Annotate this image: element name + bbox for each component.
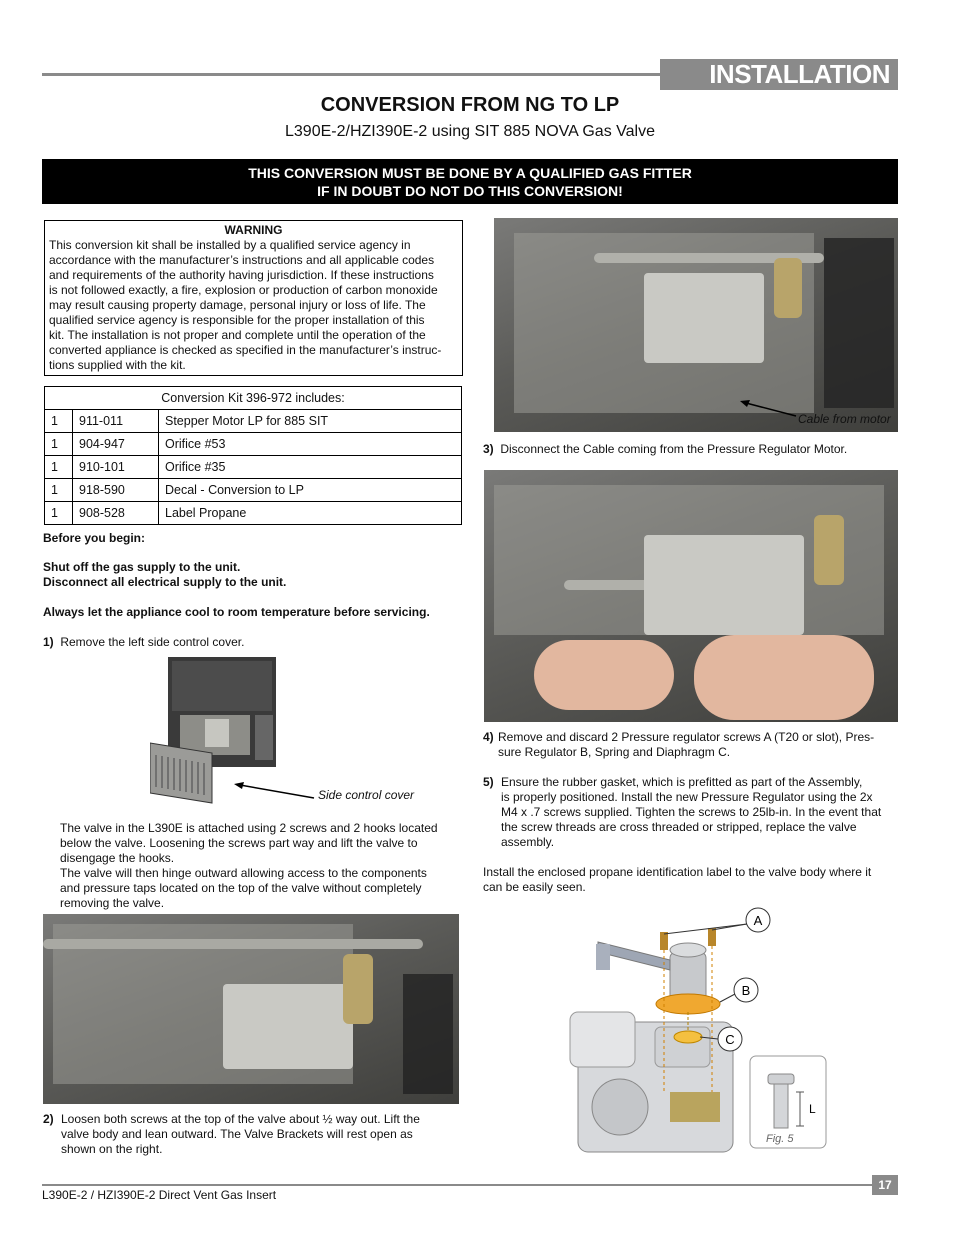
side-cover-callout: Side control cover: [318, 788, 415, 802]
step-text-line: is properly positioned. Install the new Pressure Regulator using the 2x: [501, 790, 873, 804]
step-text: Remove the left side control cover.: [60, 635, 245, 649]
section-tab: INSTALLATION: [660, 59, 898, 90]
step-text-line: Loosen both screws at the top of the valve about ½ way out. Lift the: [61, 1112, 420, 1126]
footer-model: L390E-2 / HZI390E-2 Direct Vent Gas Insert: [42, 1188, 277, 1202]
step-text-line: the screw threads are cross threaded or stripped, replace the valve: [501, 820, 857, 834]
kit-part-number: 908-528: [73, 502, 159, 525]
label-paragraph: [483, 865, 898, 895]
step-text-line: Ensure the rubber gasket, which is prefitted as part of the Assembly,: [501, 775, 863, 789]
warning-heading: WARNING: [224, 223, 283, 237]
warning-line: qualified service agency is responsible for the proper installation of this: [49, 313, 425, 327]
conversion-kit-table: [44, 386, 462, 525]
kit-part-number: 911-011: [73, 410, 159, 433]
paragraph-line: can be easily seen.: [483, 880, 586, 894]
paragraph-line: disengage the hooks.: [60, 851, 175, 865]
before-heading: Before you begin:: [43, 531, 146, 545]
kit-qty: 1: [45, 479, 73, 502]
kit-description: Label Propane: [159, 502, 462, 525]
qualified-fitter-banner: [42, 159, 898, 204]
warning-line: is not followed exactly, a fire, explosion or production of carbon monoxide: [49, 283, 438, 297]
warning-box: [44, 220, 463, 376]
step-4: [483, 730, 898, 760]
step-5: [483, 775, 898, 850]
paragraph-line: The valve in the L390E is attached using 2 screws and 2 hooks located: [60, 821, 438, 835]
warning-line: may result causing property damage, personal injury or loss of life. The: [49, 298, 426, 312]
valve-top-photo: [494, 218, 898, 432]
paragraph-line: and pressure taps located on the top of the valve without completely: [60, 881, 422, 895]
step-text-line: Remove and discard 2 Pressure regulator screws A (T20 or slot), Pres-: [498, 730, 875, 744]
kit-part-number: 910-101: [73, 456, 159, 479]
kit-description: Decal - Conversion to LP: [159, 479, 462, 502]
table-row: [45, 502, 462, 525]
kit-qty: 1: [45, 456, 73, 479]
valve-paragraph: [60, 821, 460, 911]
before-line: Always let the appliance cool to room temperature before servicing.: [43, 605, 430, 619]
step-text-line: sure Regulator B, Spring and Diaphragm C.: [498, 745, 731, 759]
table-row: [45, 456, 462, 479]
paragraph-line: removing the valve.: [60, 896, 165, 910]
step-number: 1): [43, 635, 54, 649]
before-line: Shut off the gas supply to the unit.: [43, 560, 241, 574]
footer-rule: [42, 1184, 872, 1186]
kit-description: Orifice #53: [159, 433, 462, 456]
dimension-l: L: [809, 1102, 816, 1116]
step-text-line: valve body and lean outward. The Valve Brackets will rest open as: [61, 1127, 413, 1141]
warning-line: kit. The installation is not proper and complete until the operation of the: [49, 328, 426, 342]
kit-description: Stepper Motor LP for 885 SIT: [159, 410, 462, 433]
kit-table-heading: Conversion Kit 396-972 includes:: [45, 387, 462, 410]
step-number: 4): [483, 730, 494, 744]
kit-part-number: 918-590: [73, 479, 159, 502]
kit-part-number: 904-947: [73, 433, 159, 456]
step-number: 2): [43, 1112, 54, 1126]
banner-line-2: IF IN DOUBT DO NOT DO THIS CONVERSION!: [317, 183, 623, 199]
step-3: [483, 442, 847, 457]
warning-line: and requirements of the authority having jurisdiction. If these instructions: [49, 268, 434, 282]
kit-qty: 1: [45, 410, 73, 433]
banner-line-1: THIS CONVERSION MUST BE DONE BY A QUALIFIED GAS FITTER: [248, 165, 692, 181]
step-2: [43, 1112, 463, 1157]
table-row: [45, 479, 462, 502]
kit-description: Orifice #35: [159, 456, 462, 479]
header-rule: [42, 73, 662, 76]
step-number: 5): [483, 775, 494, 789]
side-cover-arrow: [232, 780, 316, 802]
callout-b: B: [741, 983, 751, 998]
figure-label: Fig. 5: [766, 1133, 794, 1145]
page-number: 17: [872, 1175, 898, 1195]
warning-line: accordance with the manufacturer’s instructions and all applicable codes: [49, 253, 435, 267]
before-line: Disconnect all electrical supply to the unit.: [43, 575, 287, 589]
table-row: [45, 410, 462, 433]
step-text-line: assembly.: [501, 835, 555, 849]
warning-line: This conversion kit shall be installed by a qualified service agency in: [49, 238, 411, 252]
paragraph-line: below the valve. Loosening the screws part way and lift the valve to: [60, 836, 418, 850]
step-text-line: M4 x .7 screws supplied. Tighten the screws to 25lb-in. In the event that: [501, 805, 882, 819]
cable-callout: Cable from motor: [798, 412, 891, 426]
disconnect-cable-photo: [484, 470, 898, 722]
cable-arrow: [738, 398, 798, 418]
step-1: [43, 635, 244, 650]
page-subtitle: L390E-2/HZI390E-2 using SIT 885 NOVA Gas Valve: [285, 123, 655, 140]
step-number: 3): [483, 442, 494, 456]
callout-a: A: [753, 913, 763, 928]
page-title: CONVERSION FROM NG TO LP: [320, 94, 620, 116]
kit-qty: 1: [45, 433, 73, 456]
valve-photo: [43, 914, 459, 1104]
regulator-exploded-diagram: [560, 902, 840, 1164]
paragraph-line: Install the enclosed propane identification label to the valve body where it: [483, 865, 872, 879]
callout-c: C: [725, 1032, 735, 1047]
kit-qty: 1: [45, 502, 73, 525]
step-text: Disconnect the Cable coming from the Pressure Regulator Motor.: [500, 442, 848, 456]
warning-line: tions supplied with the kit.: [49, 358, 186, 372]
step-text-line: shown on the right.: [61, 1142, 163, 1156]
table-row: [45, 433, 462, 456]
paragraph-line: The valve will then hinge outward allowing access to the components: [60, 866, 427, 880]
warning-line: converted appliance is checked as specified in the manufacturer’s instruc-: [49, 343, 442, 357]
